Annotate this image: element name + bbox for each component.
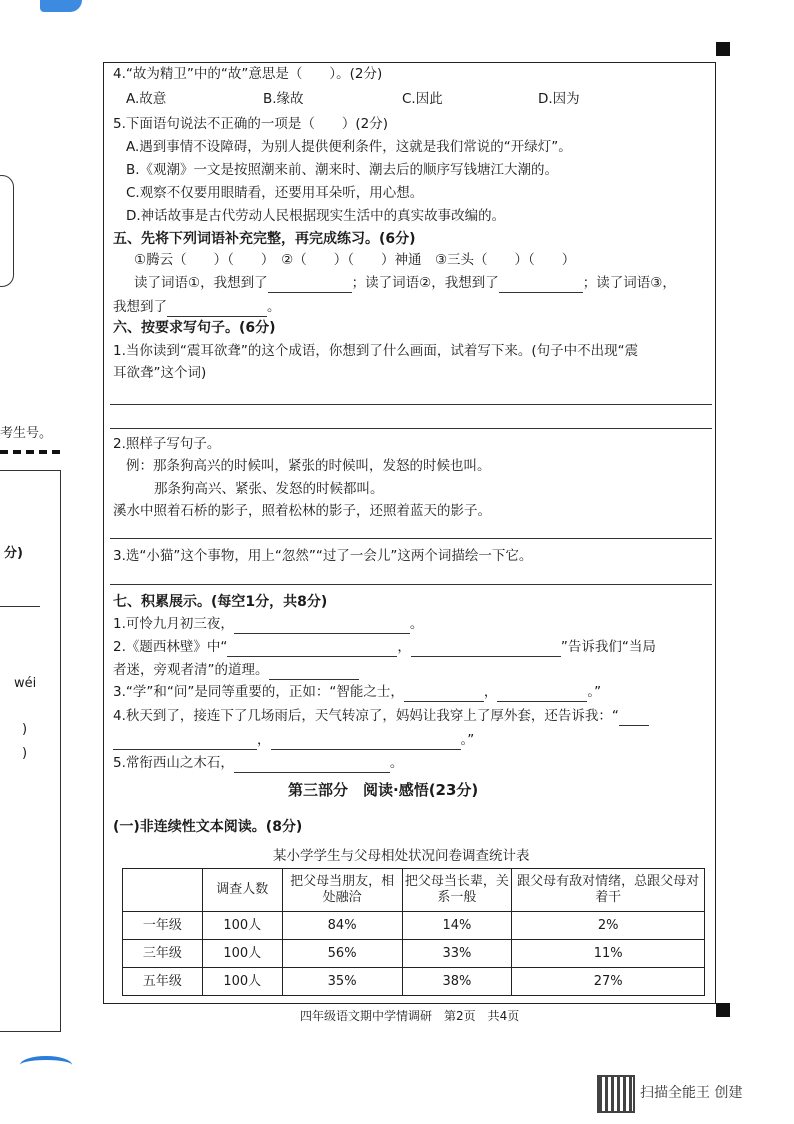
s5-p5: 。 <box>267 299 281 315</box>
blank[interactable] <box>227 640 397 657</box>
blank[interactable] <box>411 640 561 657</box>
margin-paren-1: ) <box>22 722 28 737</box>
s7-line2 <box>113 637 656 657</box>
s7-l1a: 1.可怜九月初三夜， <box>113 616 234 632</box>
blank[interactable] <box>268 276 352 293</box>
s6-example2: 那条狗高兴、紧张、发怒的时候都叫。 <box>154 481 384 497</box>
answer-line[interactable] <box>110 428 712 429</box>
table-row <box>123 912 705 940</box>
blank[interactable] <box>497 685 587 702</box>
table-cell: 2% <box>512 912 705 940</box>
s7-l4b: ， <box>257 732 271 748</box>
q5-option-b: B.《观潮》一文是按照潮来前、潮来时、潮去后的顺序写钱塘江大潮的。 <box>126 162 559 178</box>
section6-title: 六、按要求写句子。(6分) <box>113 320 276 336</box>
s5-p4: 我想到了 <box>113 299 167 315</box>
q4-option-a: A.故意 <box>126 91 167 107</box>
blank[interactable] <box>271 733 461 750</box>
table-row <box>123 968 705 996</box>
table-cell: 100人 <box>202 940 282 968</box>
table-cell: 84% <box>282 912 402 940</box>
answer-line[interactable] <box>110 404 712 405</box>
answer-line[interactable] <box>110 584 712 585</box>
q5-option-c: C.观察不仅要用眼睛看，还要用耳朵听，用心想。 <box>126 185 424 201</box>
corner-mark-top <box>716 42 730 56</box>
s7-l5b: 。 <box>389 755 404 771</box>
page-footer: 四年级语文期中学情调研 第2页 共4页 <box>300 1009 520 1023</box>
s6-q1-line2: 耳欲聋”这个词) <box>113 365 207 381</box>
s7-line1 <box>113 614 423 634</box>
s6-q3: 3.选“小猫”这个事物，用上“忽然”“过了一会儿”这两个词描绘一下它。 <box>113 548 533 564</box>
table-cell: 100人 <box>202 968 282 996</box>
header-cell <box>123 869 203 912</box>
section5-words: ①腾云（ ）（ ） ②（ ）（ ）神通 ③三头（ ）（ ） <box>134 252 576 268</box>
blank[interactable] <box>619 709 649 726</box>
s7-l3c: 。” <box>587 684 602 700</box>
q5-text: 5.下面语句说法不正确的一项是（ ）(2分) <box>113 116 389 132</box>
header-cell: 把父母当长辈，关系一般 <box>402 869 512 912</box>
section5-line2 <box>113 297 281 317</box>
table-cell: 27% <box>512 968 705 996</box>
s6-q2: 2.照样子写句子。 <box>113 436 221 452</box>
scan-artifact-bottom <box>20 1056 72 1074</box>
s7-l4c: 。” <box>460 732 475 748</box>
s7-l4a: 4.秋天到了，接连下了几场雨后，天气转凉了，妈妈让我穿上了厚外套，还告诉我：“ <box>113 708 619 724</box>
blank[interactable] <box>167 300 267 317</box>
section5-title: 五、先将下列词语补充完整，再完成练习。(6分) <box>113 231 416 247</box>
table-row <box>123 940 705 968</box>
margin-bracket <box>0 175 14 287</box>
margin-paren-2: ) <box>22 746 28 761</box>
blank[interactable] <box>234 756 390 773</box>
s7-line4 <box>113 706 649 726</box>
s7-l3b: ， <box>483 684 498 700</box>
q4-option-d: D.因为 <box>538 91 580 107</box>
blank[interactable] <box>499 276 583 293</box>
table-cell: 38% <box>402 968 512 996</box>
table-cell: 100人 <box>202 912 282 940</box>
s6-q1-line1: 1.当你读到“震耳欲聋”的这个成语，你想到了什么画面，试着写下来。(句子中不出现“震 <box>113 343 639 359</box>
blank[interactable] <box>269 663 359 680</box>
margin-dash <box>0 450 60 454</box>
s7-l5a: 5.常衔西山之木石， <box>113 755 234 771</box>
table-cell: 一年级 <box>123 912 203 940</box>
header-cell: 把父母当朋友，相处融洽 <box>282 869 402 912</box>
s5-p1: 读了词语①，我想到了 <box>134 275 268 291</box>
blank[interactable] <box>234 617 410 634</box>
s7-line2-cont <box>113 660 359 680</box>
margin-exam-no: 考生号。 <box>0 426 53 441</box>
answer-line[interactable] <box>110 538 712 539</box>
table-cell: 五年级 <box>123 968 203 996</box>
margin-pinyin: wéi <box>14 676 37 691</box>
scanner-watermark: 扫描全能王 创建 <box>640 1085 743 1101</box>
s7-l3a: 3.“学”和“问”是同等重要的，正如：“智能之士， <box>113 684 404 700</box>
s7-l2d: 者迷，旁观者清”的道理。 <box>113 662 269 678</box>
s7-l2b: ， <box>397 639 411 655</box>
q4-option-c: C.因此 <box>402 91 443 107</box>
section5-line1 <box>134 273 676 293</box>
s5-p2: ；读了词语②，我想到了 <box>351 275 499 291</box>
q5-option-a: A.遇到事情不设障碍，为别人提供便利条件，这就是我们常说的“开绿灯”。 <box>126 139 572 155</box>
q5-option-d: D.神话故事是古代劳动人民根据现实生活中的真实故事改编的。 <box>126 208 506 224</box>
survey-table <box>122 868 705 996</box>
section7-title: 七、积累展示。(每空1分，共8分) <box>113 594 328 610</box>
s6-q2-sentence: 溪水中照着石桥的影子，照着松林的影子，还照着蓝天的影子。 <box>113 503 491 519</box>
table-cell: 33% <box>402 940 512 968</box>
qr-code-icon <box>597 1075 635 1113</box>
s7-line5 <box>113 753 403 773</box>
s7-line4-cont <box>113 730 474 750</box>
s7-line3 <box>113 682 601 702</box>
s7-l2a: 2.《题西林壁》中“ <box>113 639 228 655</box>
header-cell: 调查人数 <box>202 869 282 912</box>
table-title: 某小学学生与父母相处状况问卷调查统计表 <box>273 848 530 864</box>
q4-text: 4.“故为精卫”中的“故”意思是（ ）。(2分) <box>113 66 383 82</box>
table-header-row <box>123 869 705 912</box>
margin-line <box>0 606 40 607</box>
blank[interactable] <box>113 733 257 750</box>
blank[interactable] <box>404 685 484 702</box>
table-cell: 14% <box>402 912 512 940</box>
scan-artifact-top <box>40 0 82 12</box>
reading1-title: (一)非连续性文本阅读。(8分) <box>113 819 303 835</box>
s7-l2c: ”告诉我们“当局 <box>560 639 656 655</box>
s5-p3: ；读了词语③， <box>582 275 676 291</box>
table-cell: 三年级 <box>123 940 203 968</box>
corner-mark-bottom <box>716 1003 730 1017</box>
table-cell: 11% <box>512 940 705 968</box>
table-cell: 56% <box>282 940 402 968</box>
q4-option-b: B.缘故 <box>263 91 304 107</box>
header-cell: 跟父母有敌对情绪，总跟父母对着干 <box>512 869 705 912</box>
table-cell: 35% <box>282 968 402 996</box>
s7-l1b: 。 <box>409 616 424 632</box>
part3-title: 第三部分 阅读·感悟(23分) <box>288 781 479 799</box>
margin-score: 分) <box>4 546 23 561</box>
s6-example1: 例：那条狗高兴的时候叫，紧张的时候叫，发怒的时候也叫。 <box>126 458 491 474</box>
